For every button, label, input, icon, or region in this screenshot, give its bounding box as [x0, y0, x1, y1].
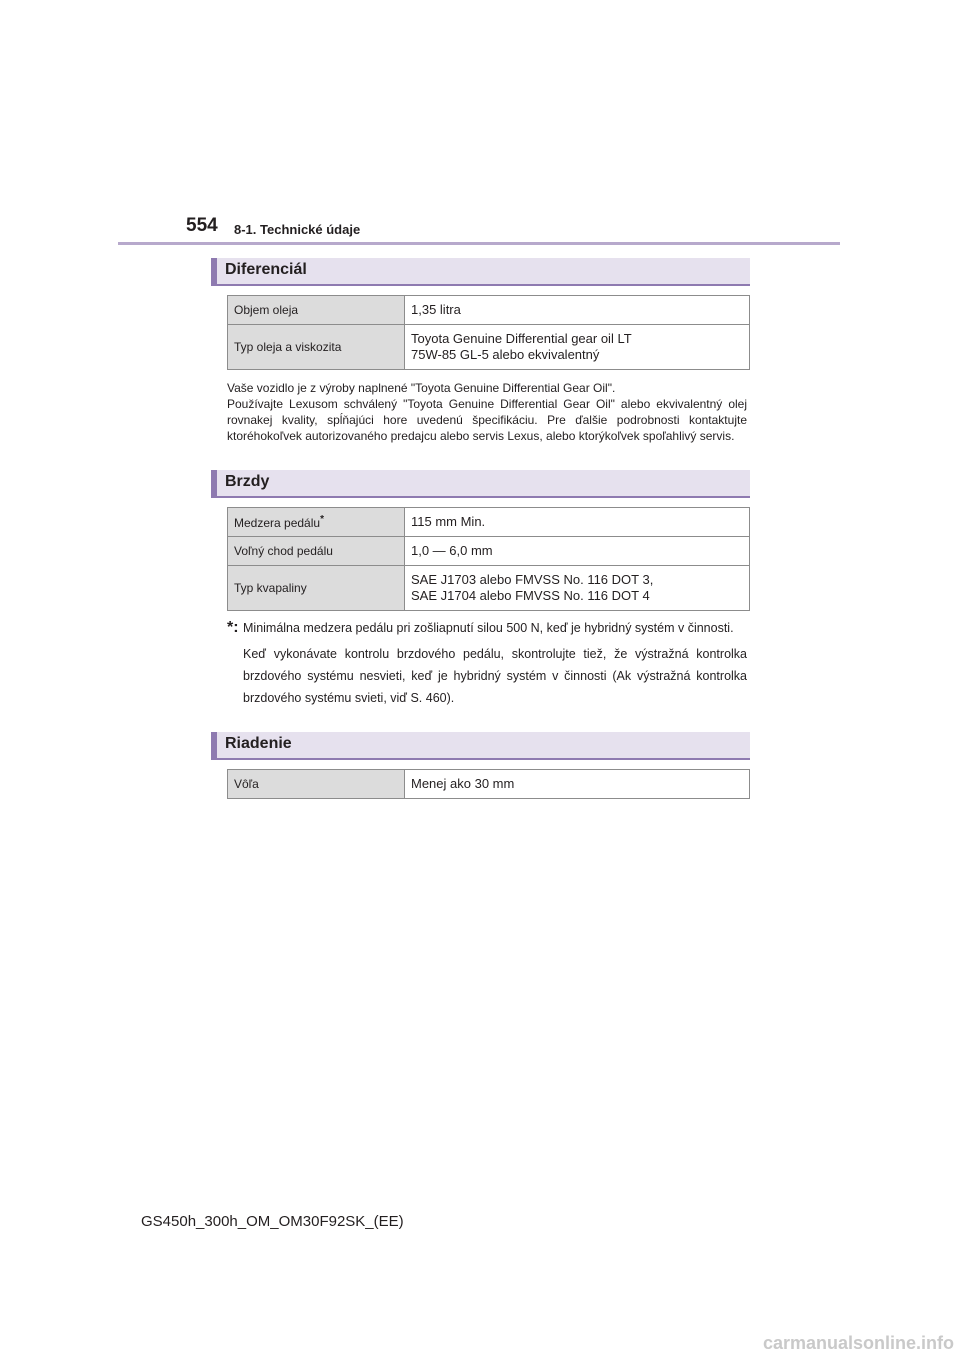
table-row	[228, 537, 750, 566]
row-label: Typ oleja a viskozita	[228, 325, 405, 370]
value-line: SAE J1703 alebo FMVSS No. 116 DOT 3,	[411, 572, 654, 587]
section-title: Riadenie	[225, 735, 292, 752]
document-code: GS450h_300h_OM_OM30F92SK_(EE)	[141, 1213, 404, 1230]
chapter-title: 8-1. Technické údaje	[234, 222, 361, 237]
paragraph-text: Používajte Lexusom schválený "Toyota Genuine Differential Gear Oil" alebo ekvivalentný olej rovnakej kvality, spĺňajúci hore uvedenú špecifikáciu. Pre ďalšie podrobnosti kontaktujte ktoréhokoľvek autorizovaného predajcu alebo servis Lexus, alebo ktorýkoľvek spoľahlivý servis.	[227, 397, 747, 443]
row-label	[228, 508, 405, 537]
row-value: 115 mm Min.	[405, 508, 750, 537]
row-label: Objem oleja	[228, 296, 405, 325]
value-line: Toyota Genuine Differential gear oil LT	[411, 331, 632, 346]
table-row	[228, 770, 750, 799]
row-label: Typ kvapaliny	[228, 566, 405, 611]
table-row	[228, 566, 750, 611]
table-row	[228, 296, 750, 325]
row-value: 1,0 — 6,0 mm	[405, 537, 750, 566]
row-label: Vôľa	[228, 770, 405, 799]
watermark: carmanualsonline.info	[762, 1333, 954, 1353]
steering-spec-table	[227, 769, 750, 799]
section-heading-differential	[211, 258, 750, 286]
row-label-text: Medzera pedálu	[234, 516, 321, 530]
footnote-marker: *:	[227, 619, 239, 636]
brakes-spec-table	[227, 507, 750, 611]
row-label: Voľný chod pedálu	[228, 537, 405, 566]
differential-oil-note	[227, 380, 747, 444]
table-row	[228, 325, 750, 370]
footnote-text: Keď vykonávate kontrolu brzdového pedálu, skontrolujte tiež, že výstražná kontrolka brzdového systému nesvieti, keď je hybridný systém v činnosti (Ak výstražná kontrolka brzdového systému svieti, viď S. 460).	[243, 647, 747, 705]
section-title: Diferenciál	[225, 261, 307, 278]
paragraph-line: Vaše vozidlo je z výroby naplnené "Toyota Genuine Differential Gear Oil".	[227, 381, 616, 395]
section-heading-steering	[211, 732, 750, 760]
row-value	[405, 325, 750, 370]
section-title: Brzdy	[225, 473, 270, 490]
footnote-mark: *	[320, 514, 324, 525]
brake-footnote	[227, 617, 747, 709]
header-divider	[118, 242, 840, 245]
value-line: SAE J1704 alebo FMVSS No. 116 DOT 4	[411, 588, 650, 603]
section-heading-brakes	[211, 470, 750, 498]
page-number: 554	[186, 215, 218, 236]
value-line: 75W-85 GL-5 alebo ekvivalentný	[411, 347, 600, 362]
row-value: 1,35 litra	[405, 296, 750, 325]
differential-spec-table	[227, 295, 750, 370]
page-header	[0, 0, 960, 250]
table-row	[228, 508, 750, 537]
row-value: Menej ako 30 mm	[405, 770, 750, 799]
row-value	[405, 566, 750, 611]
footnote-text: Minimálna medzera pedálu pri zošliapnutí silou 500 N, keď je hybridný systém v činnosti.	[243, 621, 734, 635]
